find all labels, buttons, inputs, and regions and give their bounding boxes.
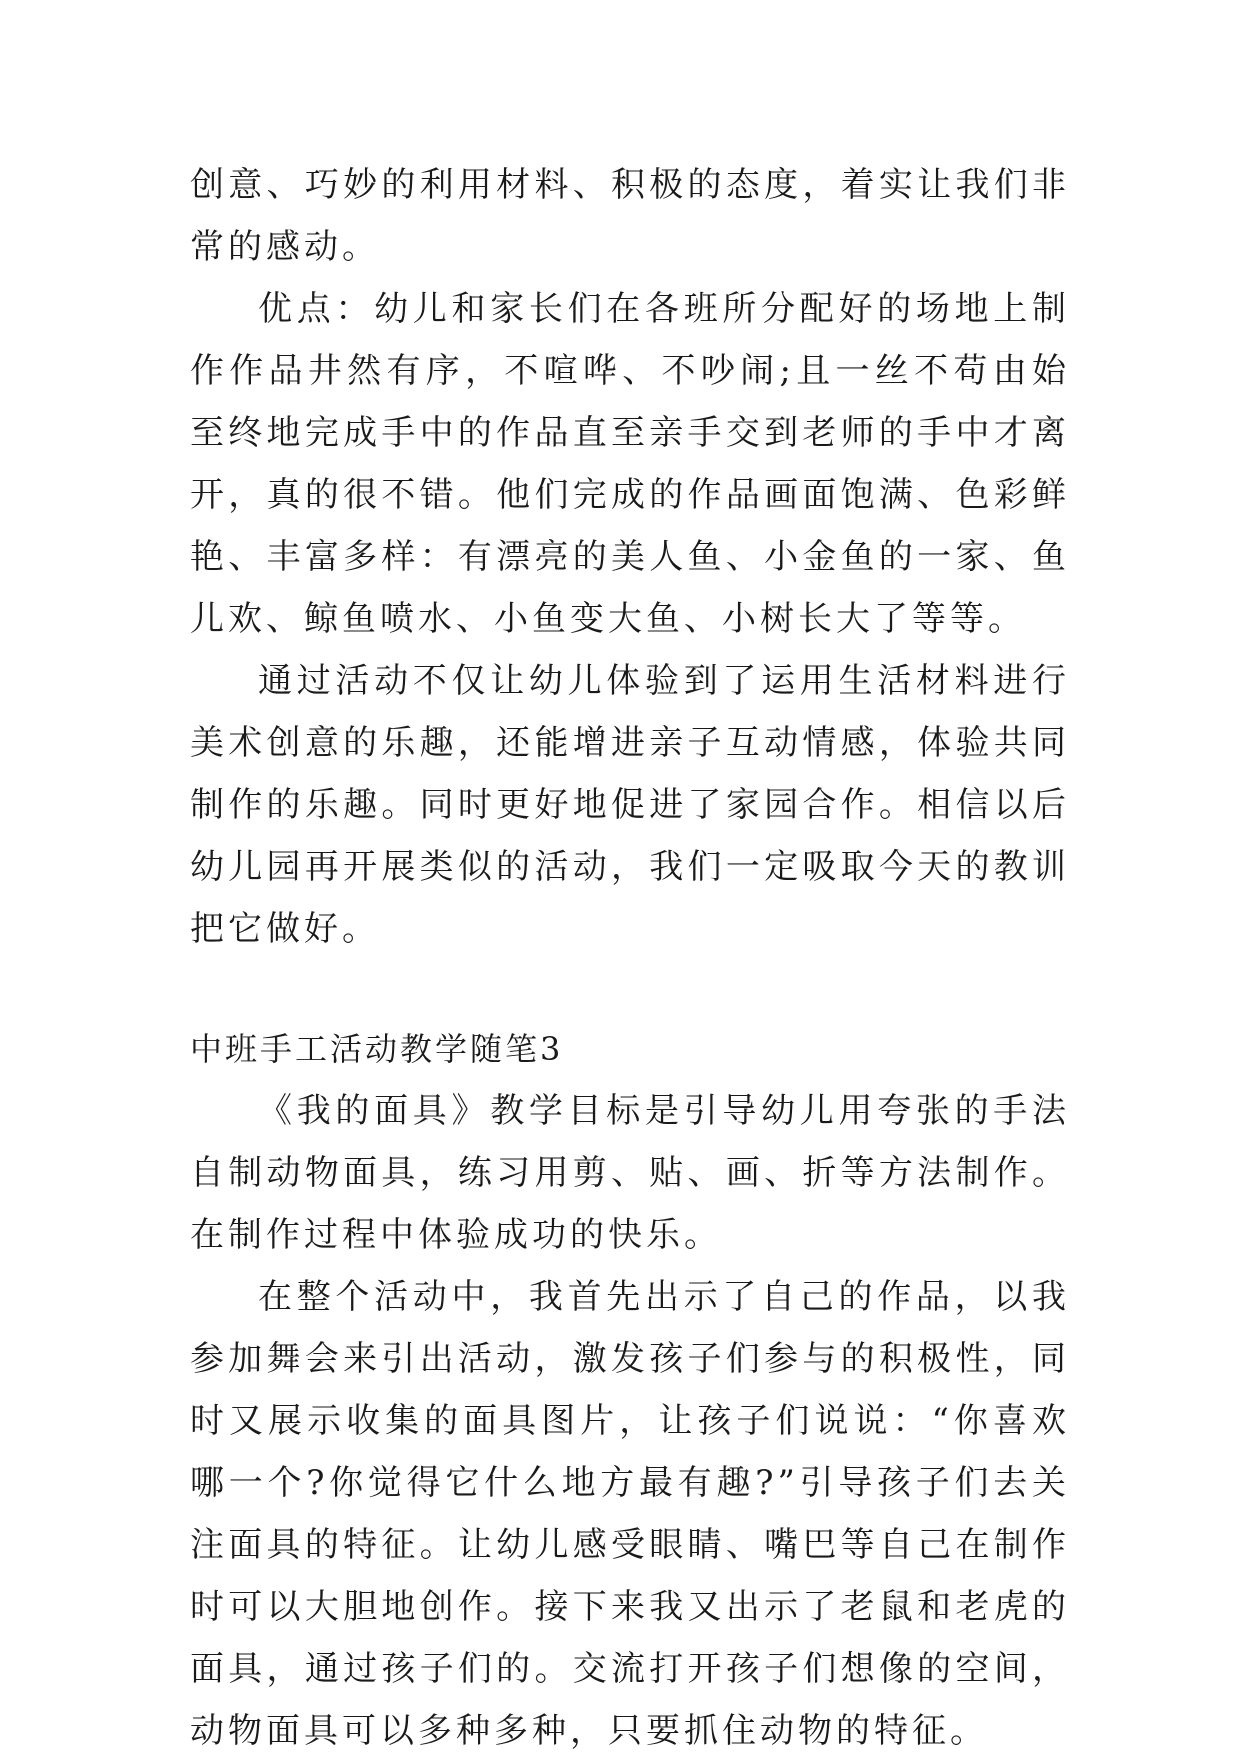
section-title: 中班手工活动教学随笔3 bbox=[190, 1030, 564, 1068]
paragraph-4: 《我的面具》教学目标是引导幼儿用夸张的手法自制动物面具，练习用剪、贴、画、折等方法制作。在制作过程中体验成功的快乐。 bbox=[190, 1091, 1070, 1255]
paragraph-1: 创意、巧妙的利用材料、积极的态度，着实让我们非常的感动。 bbox=[190, 165, 1070, 267]
paragraph-5: 在整个活动中，我首先出示了自己的作品，以我参加舞会来引出活动，激发孩子们参与的积极性，同时又展示收集的面具图片，让孩子们说说：“你喜欢哪一个?你觉得它什么地方最有趣?”引导孩子们去关注面具的特征。让幼儿感受眼睛、嘴巴等自己在制作时可以大胆地创作。接下来我又出示了老鼠和老虎的面具，通过孩子们的。交流打开孩子们想像的空间，动物面具可以多种多种，只要抓住动物的特征。 bbox=[190, 1277, 1070, 1751]
document-body bbox=[190, 154, 1070, 1762]
paragraph-2: 优点：幼儿和家长们在各班所分配好的场地上制作作品井然有序，不喧哗、不吵闹;且一丝不苟由始至终地完成手中的作品直至亲手交到老师的手中才离开，真的很不错。他们完成的作品画面饱满、色彩鲜艳、丰富多样：有漂亮的美人鱼、小金鱼的一家、鱼儿欢、鲸鱼喷水、小鱼变大鱼、小树长大了等等。 bbox=[190, 289, 1070, 639]
paragraph-3: 通过活动不仅让幼儿体验到了运用生活材料进行美术创意的乐趣，还能增进亲子互动情感，体验共同制作的乐趣。同时更好地促进了家园合作。相信以后幼儿园再开展类似的活动，我们一定吸取今天的教训把它做好。 bbox=[190, 661, 1070, 949]
